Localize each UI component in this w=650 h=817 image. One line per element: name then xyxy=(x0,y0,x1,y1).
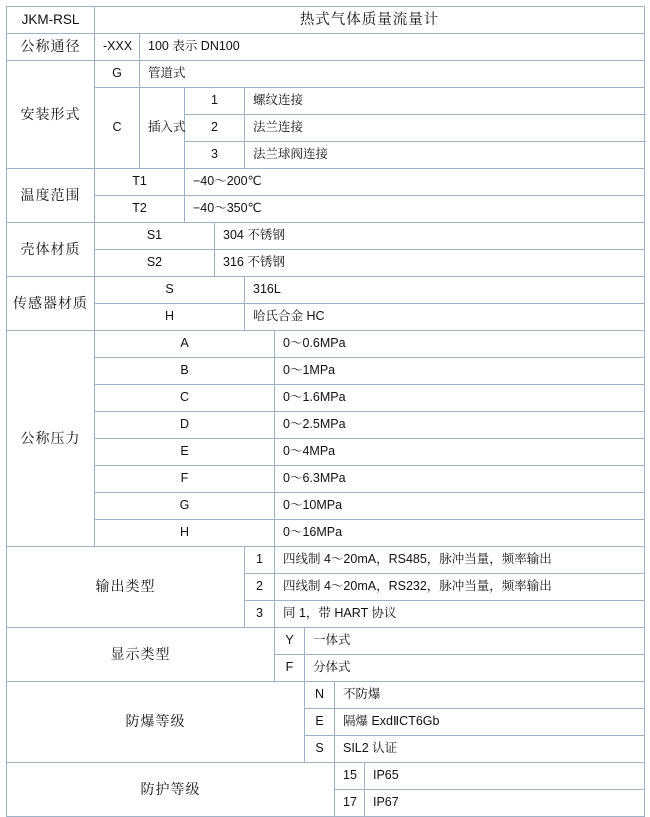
temperature-code-t1 xyxy=(95,169,185,196)
desc-text: 0〜1.6MPa xyxy=(283,390,346,405)
output-code-2 xyxy=(245,574,275,601)
install-desc-3 xyxy=(245,142,645,169)
pressure-code-e xyxy=(95,439,275,466)
label-text: 显示类型 xyxy=(110,645,171,662)
install-code-c xyxy=(95,88,140,169)
shell-code-s2 xyxy=(95,250,215,277)
desc-text: 304 不锈钢 xyxy=(223,228,285,243)
desc-text: SIL2 认证 xyxy=(343,741,398,756)
output-desc-1 xyxy=(275,547,645,574)
temperature-code-t2 xyxy=(95,196,185,223)
output-desc-3 xyxy=(275,601,645,628)
row-label-install-type xyxy=(7,61,95,169)
code-text: F xyxy=(285,660,294,675)
code-text: 2 xyxy=(211,120,218,135)
desc-text: −40〜200℃ xyxy=(193,174,262,189)
label-text: 安装形式 xyxy=(20,105,81,122)
table-row-display-y xyxy=(7,628,645,655)
code-text: Y xyxy=(285,633,294,648)
pressure-code-d xyxy=(95,412,275,439)
desc-text: 螺纹连接 xyxy=(253,93,304,108)
pressure-desc-c xyxy=(275,385,645,412)
table-row-temperature-t2 xyxy=(7,196,645,223)
code-nominal-diameter xyxy=(95,34,140,61)
specification-table xyxy=(6,6,645,817)
desc-text: 0〜1MPa xyxy=(283,363,336,378)
desc-text: 哈氏合金 HC xyxy=(253,309,325,324)
product-title: 热式气体质量流量计 xyxy=(299,12,440,28)
table-row-output-1 xyxy=(7,547,645,574)
display-desc-f xyxy=(305,655,645,682)
row-label-sensor-material xyxy=(7,277,95,331)
table-row-pressure-h xyxy=(7,520,645,547)
code-text: -XXX xyxy=(103,39,133,54)
code-text: S2 xyxy=(146,255,163,270)
label-text: 壳体材质 xyxy=(20,240,81,257)
label-text: 公称通径 xyxy=(20,38,81,55)
protection-code-17 xyxy=(335,790,365,817)
code-text: S1 xyxy=(146,228,163,243)
desc-text: 0〜6.3MPa xyxy=(283,471,346,486)
shell-code-s1 xyxy=(95,223,215,250)
display-code-f xyxy=(275,655,305,682)
pressure-desc-g xyxy=(275,493,645,520)
pressure-code-c xyxy=(95,385,275,412)
code-text: 15 xyxy=(343,768,357,783)
code-text: C xyxy=(112,120,122,135)
explosion-desc-s xyxy=(335,736,645,763)
row-label-nominal-diameter xyxy=(7,34,95,61)
desc-text: 同 1，带 HART 协议 xyxy=(283,606,397,621)
explosion-code-s xyxy=(305,736,335,763)
desc-nominal-diameter xyxy=(140,34,645,61)
explosion-code-n xyxy=(305,682,335,709)
code-text: 3 xyxy=(256,606,263,621)
row-label-temperature-range xyxy=(7,169,95,223)
code-text: 3 xyxy=(211,147,218,162)
table-row-pressure-c xyxy=(7,385,645,412)
label-text: 输出类型 xyxy=(95,578,156,595)
desc-text: 100 表示 DN100 xyxy=(148,39,240,54)
code-text: E xyxy=(180,444,189,459)
table-row-sensor-s xyxy=(7,277,645,304)
desc-text: 管道式 xyxy=(148,66,186,81)
install-code-g xyxy=(95,61,140,88)
table-row-pressure-b xyxy=(7,358,645,385)
code-text: A xyxy=(180,336,189,351)
protection-code-15 xyxy=(335,763,365,790)
desc-text: 不防爆 xyxy=(343,687,381,702)
code-text: H xyxy=(179,525,190,540)
code-text: B xyxy=(180,363,189,378)
output-code-1 xyxy=(245,547,275,574)
install-code-3 xyxy=(185,142,245,169)
desc-text: −40〜350℃ xyxy=(193,201,262,216)
desc-text: 0〜4MPa xyxy=(283,444,336,459)
explosion-code-e xyxy=(305,709,335,736)
desc-text: 0〜0.6MPa xyxy=(283,336,346,351)
desc-text: IP67 xyxy=(373,795,399,810)
row-label-output-type xyxy=(7,547,245,628)
install-sub-label-insert xyxy=(140,88,185,169)
pressure-desc-a xyxy=(275,331,645,358)
code-text: F xyxy=(180,471,189,486)
code-text: G xyxy=(179,498,190,513)
table-row-pressure-a xyxy=(7,331,645,358)
output-desc-2 xyxy=(275,574,645,601)
protection-desc-17 xyxy=(365,790,645,817)
desc-text: 一体式 xyxy=(313,633,351,648)
desc-text: 隔爆 ExdⅡCT6Gb xyxy=(343,714,440,729)
row-label-explosion-grade xyxy=(7,682,305,763)
install-code-2 xyxy=(185,115,245,142)
sensor-desc-s xyxy=(245,277,645,304)
desc-text: 四线制 4〜20mA，RS485，脉冲当量，频率输出 xyxy=(283,552,552,567)
table-row-pressure-f xyxy=(7,466,645,493)
sensor-code-h xyxy=(95,304,245,331)
label-text: 防爆等级 xyxy=(125,713,186,730)
table-row-pressure-d xyxy=(7,412,645,439)
desc-text: 0〜10MPa xyxy=(283,498,343,513)
row-label-protection-grade xyxy=(7,763,335,817)
code-text: G xyxy=(112,66,122,81)
code-text: 2 xyxy=(256,579,263,594)
desc-text: 分体式 xyxy=(313,660,351,675)
code-text: S xyxy=(315,741,324,756)
pressure-desc-f xyxy=(275,466,645,493)
display-desc-y xyxy=(305,628,645,655)
sensor-desc-h xyxy=(245,304,645,331)
pressure-code-b xyxy=(95,358,275,385)
shell-desc-s2 xyxy=(215,250,645,277)
desc-text: 316 不锈钢 xyxy=(223,255,285,270)
code-text: E xyxy=(315,714,324,729)
explosion-desc-e xyxy=(335,709,645,736)
pressure-code-h xyxy=(95,520,275,547)
label-text: 公称压力 xyxy=(20,429,81,446)
temperature-desc-t1 xyxy=(185,169,645,196)
product-title-cell xyxy=(95,7,645,34)
install-desc-2 xyxy=(245,115,645,142)
pressure-code-f xyxy=(95,466,275,493)
table-row-model-title xyxy=(7,7,645,34)
code-text: 1 xyxy=(211,93,218,108)
pressure-desc-h xyxy=(275,520,645,547)
label-text: 温度范围 xyxy=(20,186,81,203)
desc-text: 法兰连接 xyxy=(253,120,304,135)
label-text: 防护等级 xyxy=(140,780,201,797)
desc-text: IP65 xyxy=(373,768,399,783)
code-text: D xyxy=(179,417,190,432)
code-text: 1 xyxy=(256,552,263,567)
install-desc-1 xyxy=(245,88,645,115)
model-code: JKM-RSL xyxy=(21,11,80,27)
code-text: N xyxy=(314,687,325,702)
row-label-nominal-pressure xyxy=(7,331,95,547)
table-row-install-g xyxy=(7,61,645,88)
table-row-shell-s1 xyxy=(7,223,645,250)
row-label-shell-material xyxy=(7,223,95,277)
code-text: T2 xyxy=(132,201,147,216)
code-text: C xyxy=(179,390,190,405)
desc-text: 四线制 4〜20mA，RS232，脉冲当量，频率输出 xyxy=(283,579,552,594)
table-row-sensor-h xyxy=(7,304,645,331)
shell-desc-s1 xyxy=(215,223,645,250)
desc-text: 0〜16MPa xyxy=(283,525,343,540)
table-row-pressure-g xyxy=(7,493,645,520)
pressure-desc-b xyxy=(275,358,645,385)
install-desc-g xyxy=(140,61,645,88)
pressure-desc-e xyxy=(275,439,645,466)
sensor-code-s xyxy=(95,277,245,304)
row-label-display-type xyxy=(7,628,275,682)
code-text: H xyxy=(164,309,175,324)
table-row-nominal-diameter xyxy=(7,34,645,61)
temperature-desc-t2 xyxy=(185,196,645,223)
table-row-temperature-t1 xyxy=(7,169,645,196)
table-row-install-c1 xyxy=(7,88,645,115)
sub-label-text: 插入式 xyxy=(148,120,186,135)
model-code-cell xyxy=(7,7,95,34)
table-row-protection-15 xyxy=(7,763,645,790)
table-row-explosion-n xyxy=(7,682,645,709)
pressure-code-g xyxy=(95,493,275,520)
table-row-shell-s2 xyxy=(7,250,645,277)
install-code-1 xyxy=(185,88,245,115)
protection-desc-15 xyxy=(365,763,645,790)
code-text: 17 xyxy=(343,795,357,810)
code-text: T1 xyxy=(132,174,147,189)
table-row-pressure-e xyxy=(7,439,645,466)
desc-text: 法兰球阀连接 xyxy=(253,147,329,162)
desc-text: 316L xyxy=(253,282,281,297)
explosion-desc-n xyxy=(335,682,645,709)
pressure-desc-d xyxy=(275,412,645,439)
desc-text: 0〜2.5MPa xyxy=(283,417,346,432)
display-code-y xyxy=(275,628,305,655)
label-text: 传感器材质 xyxy=(13,294,88,311)
output-code-3 xyxy=(245,601,275,628)
pressure-code-a xyxy=(95,331,275,358)
code-text: S xyxy=(165,282,174,297)
